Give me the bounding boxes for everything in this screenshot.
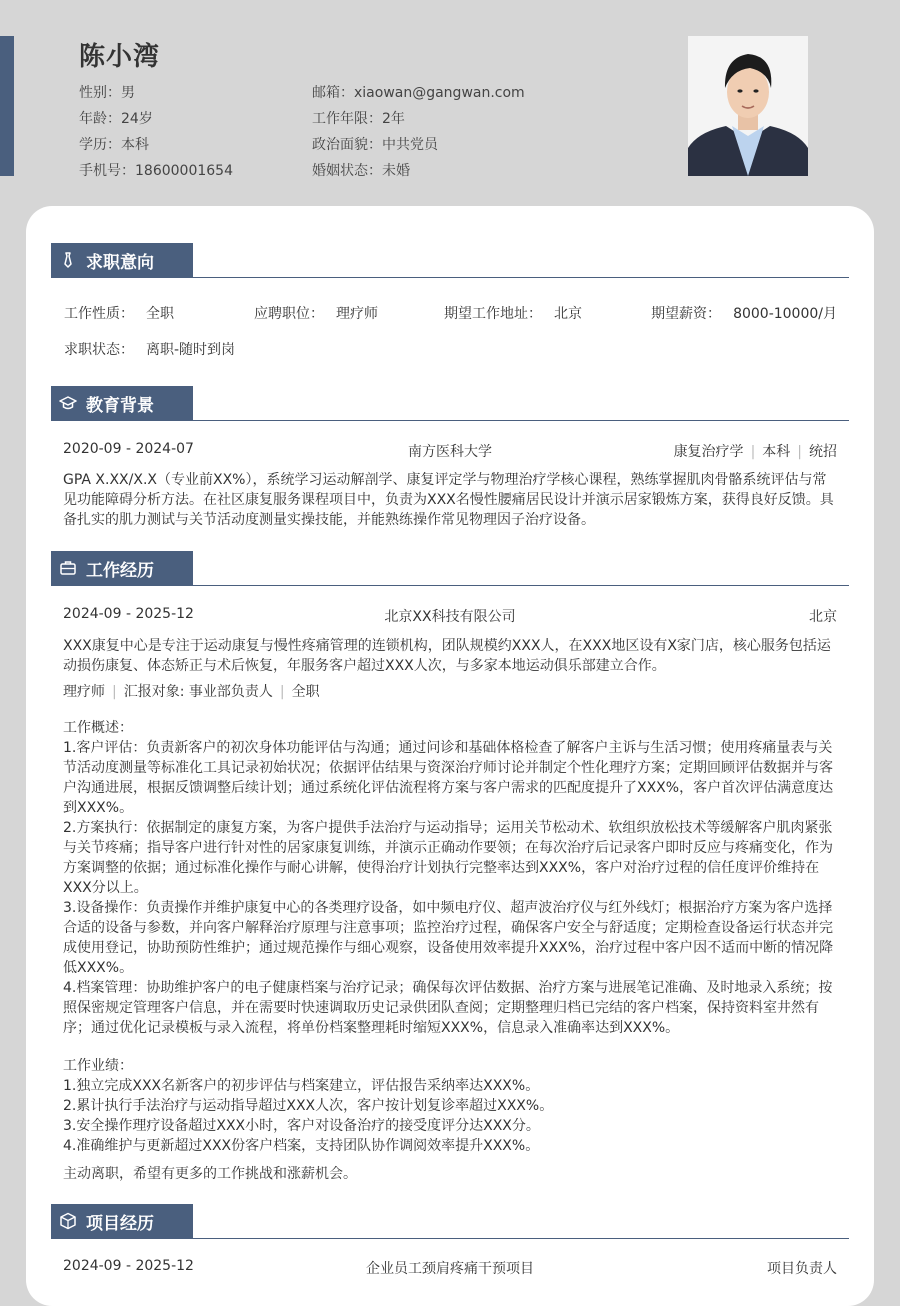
duty-item: 2.方案执行：依据制定的康复方案，为客户提供手法治疗与运动指导；运用关节松动术、软组织放松技术等缓解客户肌肉紧张与关节疼痛；指导客户进行针对性的居家康复训练，并演示正确动作要领；在每次治疗后记录客户即时反应与疼痛变化，作为方案调整的依据；通过标准化操作与耐心讲解，使得治疗计划执行完整率达到XXX%，客户对治疗过程的信任度评价维持在XXX分以上。	[63, 820, 833, 896]
gender-field: 性别：男	[79, 85, 135, 101]
section-header	[51, 1204, 849, 1239]
job-role: 理疗师	[63, 684, 105, 700]
candidate-name: 陈小湾	[79, 42, 161, 72]
section-title-tab	[51, 551, 193, 585]
section-title: 项目经历	[86, 1213, 154, 1234]
section-header	[51, 551, 849, 586]
work-achievements	[63, 1056, 837, 1156]
duty-item: 4.档案管理：协助维护客户的电子健康档案与治疗记录；确保每次评估数据、治疗方案与进展笔记准确、及时地录入系统；按照保密规定管理客户信息，并在需要时快速调取历史记录供团队查阅；定期整理归档已完结的客户档案，保持资料室井然有序；通过优化记录模板与录入流程，将单份档案整理耗时缩短XXX%，信息录入准确率达到XXX%。	[63, 980, 833, 1036]
job-salary: 期望薪资： 8000-10000/月	[651, 306, 837, 322]
project-entry-header	[63, 1258, 837, 1278]
job-status: 求职状态： 离职-随时到岗	[64, 342, 236, 358]
achievement-item: 4.准确维护与更新超过XXX份客户档案，支持团队协作调阅效率提升XXX%。	[63, 1138, 540, 1154]
job-nature: 工作性质： 全职	[64, 306, 174, 322]
job-location: 期望工作地址： 北京	[444, 306, 582, 322]
header-accent-bar	[0, 36, 14, 176]
marital-field: 婚姻状态：未婚	[312, 163, 410, 179]
job-position: 应聘职位： 理疗师	[254, 306, 378, 322]
company-name: 北京XX科技有限公司	[384, 609, 516, 625]
school-name: 南方医科大学	[408, 444, 492, 460]
section-header	[51, 243, 849, 278]
education-entry-header	[63, 441, 837, 461]
cube-icon	[59, 1212, 77, 1230]
leave-reason: 主动离职，希望有更多的工作挑战和涨薪机会。	[63, 1166, 357, 1182]
section-title: 教育背景	[86, 395, 154, 416]
project-period: 2024-09 - 2025-12	[63, 1258, 194, 1274]
section-work-experience	[51, 551, 849, 1182]
section-title: 求职意向	[86, 252, 154, 273]
graduation-cap-icon	[59, 394, 77, 412]
work-role-line: 理疗师 | 汇报对象: 事业部负责人 | 全职	[63, 684, 320, 700]
education-detail: 康复治疗学 | 本科 | 统招	[673, 444, 837, 460]
politics-field: 政治面貌：中共党员	[312, 137, 438, 153]
achievement-item: 3.安全操作理疗设备超过XXX小时，客户对设备治疗的接受度评分达XXX分。	[63, 1118, 540, 1134]
work-years-field: 工作年限：2年	[312, 111, 405, 127]
major: 康复治疗学	[673, 444, 744, 460]
basic-info-right	[312, 80, 525, 184]
project-role: 项目负责人	[767, 1261, 837, 1277]
overview-title: 工作概述：	[63, 720, 133, 736]
phone-field: 手机号：18600001654	[79, 163, 233, 179]
briefcase-icon	[59, 559, 77, 577]
section-title-tab	[51, 386, 193, 420]
achievement-item: 2.累计执行手法治疗与运动指导超过XXX人次，客户按计划复诊率超过XXX%。	[63, 1098, 554, 1114]
education-field: 学历：本科	[79, 137, 149, 153]
report-to: 汇报对象: 事业部负责人	[123, 684, 273, 700]
work-city: 北京	[809, 609, 837, 625]
company-description: XXX康复中心是专注于运动康复与慢性疼痛管理的连锁机构，团队规模约XXX人，在XXX地区设有X家门店，核心服务包括运动损伤康复、体态矫正与术后恢复，年服务客户超过XXX人次，与多家本地运动俱乐部建立合作。	[63, 638, 831, 674]
email-field: 邮箱：xiaowan@gangwan.com	[312, 85, 525, 101]
work-overview	[63, 718, 837, 1038]
enrollment-type: 统招	[809, 444, 837, 460]
duty-item: 1.客户评估：负责新客户的初次身体功能评估与沟通；通过问诊和基础体格检查了解客户主诉与生活习惯；使用疼痛量表与关节活动度测量等标准化工具记录初始状况；依据评估结果与资深治疗师讨论并制定个性化理疗方案；定期回顾评估数据并与客户沟通进展，根据反馈调整后续计划；通过系统化评估流程将方案与客户需求的匹配度提升了XXX%，客户首次评估满意度达到XXX%。	[63, 740, 834, 816]
duty-item: 3.设备操作：负责操作并维护康复中心的各类理疗设备，如中频电疗仪、超声波治疗仪与红外线灯；根据治疗方案为客户选择合适的设备与参数，并向客户解释治疗原理与注意事项；监控治疗过程，确保客户安全与舒适度；定期检查设备运行状态并完成使用登记，协助预防性维护；通过规范操作与细心观察，设备使用效率提升XXX%，治疗过程中客户因不适而中断的情况降低XXX%。	[63, 900, 834, 976]
section-header	[51, 386, 849, 421]
degree: 本科	[762, 444, 791, 460]
profile-photo	[688, 36, 808, 176]
section-projects	[51, 1204, 849, 1277]
work-entry-header	[63, 606, 837, 626]
education-period: 2020-09 - 2024-07	[63, 441, 194, 457]
section-job-intent	[51, 243, 849, 358]
section-title: 工作经历	[86, 560, 154, 581]
tie-icon	[59, 251, 77, 269]
section-title-tab	[51, 243, 193, 277]
achievement-item: 1.独立完成XXX名新客户的初步评估与档案建立，评估报告采纳率达XXX%。	[63, 1078, 540, 1094]
section-education	[51, 386, 849, 528]
work-type: 全职	[291, 684, 320, 700]
section-title-tab	[51, 1204, 193, 1238]
age-field: 年龄：24岁	[79, 111, 153, 127]
work-period: 2024-09 - 2025-12	[63, 606, 194, 622]
education-description: GPA X.XX/X.X（专业前XX%），系统学习运动解剖学、康复评定学与物理治疗学核心课程，熟练掌握肌肉骨骼系统评估与常见功能障碍分析方法。在社区康复服务课程项目中，负责为XXX名慢性腰痛居民设计并演示居家锻炼方案，获得良好反馈。具备扎实的肌力测试与关节活动度测量实操技能，并能熟练操作常见物理因子治疗设备。	[63, 472, 834, 528]
basic-info-left	[79, 80, 233, 184]
achievements-title: 工作业绩：	[63, 1058, 133, 1074]
project-name: 企业员工颈肩疼痛干预项目	[366, 1261, 534, 1277]
